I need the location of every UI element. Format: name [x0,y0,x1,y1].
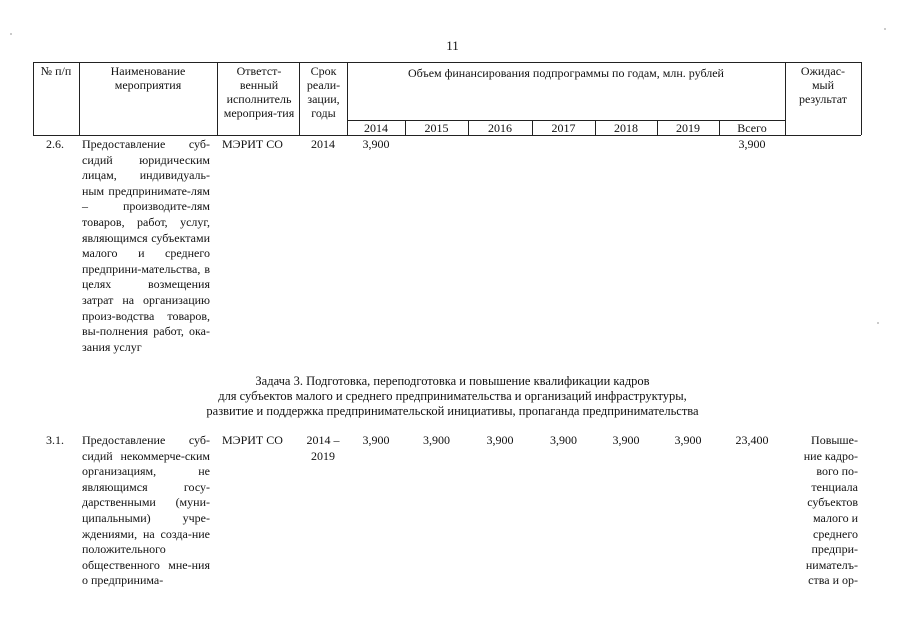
col-border [861,62,862,135]
row-name: Предоставление суб-сидий некоммерче-ским организациям, не являющимся госу-дарственными (муни-ципальными) учре-ждениями, на созда-ние положительного общественного мне-ния о предпринима- [82,433,210,588]
task-heading-line: развитие и поддержка предпринимательской инициативы, пропаганда предпринимательства [206,404,699,418]
col-border [79,62,80,135]
row-executor: МЭРИТ СО [222,433,283,447]
header-num: № п/п [40,64,72,78]
header-term: Срок реали-зации, годы [306,64,341,120]
header-year: 2017 [551,121,576,135]
task-heading-line: для субъектов малого и среднего предпринимательства и организаций инфраструктуры, [218,389,687,403]
row-value: 3,900 [674,433,702,447]
scan-speck [877,322,879,324]
header-year-total: Всего [737,121,767,135]
header-name: Наименование мероприятия [110,64,186,92]
task-heading-line: Задача 3. Подготовка, переподготовка и повышение квалификации кадров [255,374,650,388]
row-value: 3,900 [362,137,390,151]
page-number: 11 [446,38,459,53]
row-value: 3,900 [550,433,577,447]
row-value: 3,900 [486,433,514,447]
header-result: Ожидас-мый результат [798,64,848,106]
header-year: 2014 [364,121,388,135]
row-term: 2014 – 2019 [306,433,340,463]
header-finance: Объем финансирования подпрограммы по годам, млн. рублей [408,66,724,80]
header-year: 2016 [488,121,512,135]
header-year: 2015 [424,121,449,135]
header-executor: Ответст-венный исполнитель мероприя-тия [223,64,295,120]
row-name: Предоставление суб-сидий юридическим лицам, индивидуаль-ным предпринимате-лям – производите-лям товаров, работ, услуг, являющимся субъектами малого и среднего предприни-мательства, в целях возмещения затрат на организацию произ-водства товаров, вы-полнения работ, ока-зания услуг [82,137,210,354]
row-term: 2014 [311,137,335,151]
row-executor: МЭРИТ СО [222,137,283,151]
col-border [785,62,786,135]
col-border [217,62,218,135]
row-value: 3,900 [362,433,390,447]
col-border [33,62,34,135]
row-total: 23,400 [735,433,769,447]
col-border [299,62,300,135]
header-year: 2019 [676,121,700,135]
row-value: 3,900 [423,433,450,447]
row-num: 3.1. [46,433,64,447]
scan-speck [10,33,12,35]
header-year: 2018 [614,121,638,135]
row-total: 3,900 [738,137,766,151]
row-num: 2.6. [46,137,64,151]
scan-speck [884,28,886,30]
row-value: 3,900 [612,433,640,447]
row-result: Повыше-ние кадро-вого по-тенциала субъектов малого и среднего предпри-нимателъ-ства и ор- [803,433,858,588]
